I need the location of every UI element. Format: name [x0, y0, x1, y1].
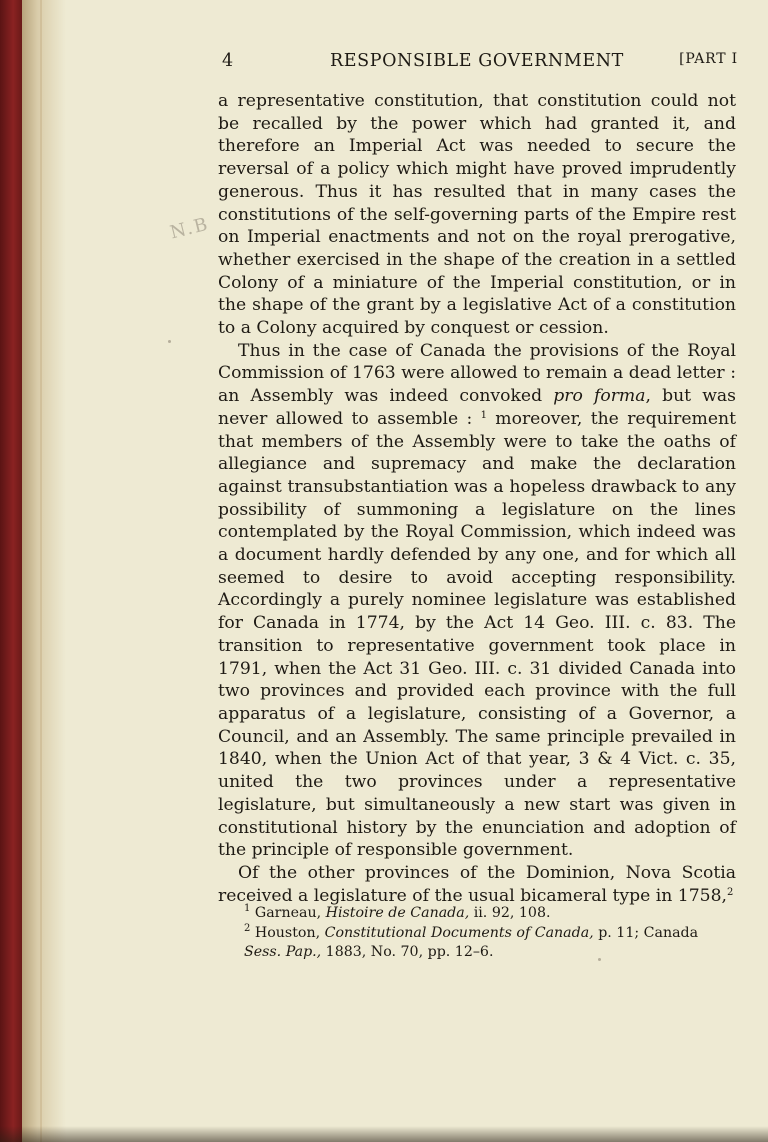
- text-run: ii. 92, 108.: [469, 905, 551, 921]
- page-bottom-shadow: [0, 1126, 768, 1142]
- italic-text: pro forma: [553, 386, 646, 407]
- paragraph: [218, 90, 736, 340]
- text-run: Houston,: [250, 924, 325, 941]
- italic-text: Constitutional Documents of Canada,: [324, 924, 594, 941]
- book-binding: [0, 0, 22, 1142]
- text-run: Of the other provinces of the Dominion, Nova Scotia received a legislature of the usual bicameral type in 1758,: [218, 862, 736, 906]
- footnote-ref: 2: [727, 886, 734, 898]
- footnote: [218, 924, 736, 963]
- running-title: RESPONSIBLE GOVERNMENT: [330, 51, 624, 71]
- text-run: p. 11; Canada: [593, 924, 699, 941]
- text-run: Thus in the case of Canada the provisions of the Royal Commission of 1763 were allowed to remain a dead letter : an Assembly was indeed convoked: [218, 340, 736, 407]
- running-header: [222, 51, 738, 77]
- italic-text: Sess. Pap.,: [244, 944, 322, 960]
- text-run: , but was never allowed to assemble :: [218, 386, 736, 429]
- text-run: Garneau,: [250, 905, 326, 921]
- page-edge: [40, 0, 42, 1142]
- footnote: [218, 904, 736, 924]
- text-run: moreover, the requirement that members of the Assembly were to take the oaths of allegiance and supremacy and make the declaration against transubstantiation was a hopeless drawback to any possibility of summoning a legislature on the lines contemplated by the Royal Commission, which indeed was a document hardly defended by any one, and for which all seemed to desire to avoid accepting responsibility. Accordingly a purely nominee legislature was established for Canada in 1774, by the Act 14 Geo. III. c. 83. The transition to representative government took place in 1791, when the Act 31 Geo. III. c. 31 divided Canada into two provinces and provided each province with the full apparatus of a legislature, consisting of a Governor, a Council, and an Assembly. The same principle prevailed in 1840, when the Union Act of that year, 3 & 4 Vict. c. 35, united the two provinces under a representative legislature, but simultaneously a new start was given in constitutional history by the enunciation and adoption of the principle of responsible government.: [218, 408, 736, 861]
- text-run: 1883, No. 70, pp. 12–6.: [321, 944, 494, 960]
- text-run: a representative constitution, that constitution could not be recalled by the power which had granted it, and therefore an Imperial Act was needed to secure the reversal of a policy which might have proved imprudently generous. Thus it has resulted that in many cases the constitutions of the self-governing parts of the Empire rest on Imperial enactments and not on the royal prerogative, whether exercised in the shape of the creation in a settled Colony of a miniature of the Imperial constitution, or in the shape of the grant by a legislative Act of a constitution to a Colony acquired by conquest or cession.: [218, 91, 736, 339]
- paper-speck: [168, 340, 171, 343]
- footnote-ref: 2: [244, 922, 251, 934]
- paragraph: [218, 340, 736, 862]
- margin-annotation: N.B: [168, 213, 212, 244]
- italic-text: Histoire de Canada,: [325, 905, 470, 921]
- footnotes: [218, 904, 736, 963]
- page-gutter: [22, 0, 66, 1142]
- part-label: [PART I: [679, 51, 738, 67]
- page-number: 4: [222, 51, 234, 71]
- paper-speck: [598, 958, 601, 961]
- footnote-ref: 1: [480, 409, 487, 421]
- body-text: [218, 90, 736, 907]
- footnote-ref: 1: [244, 903, 251, 914]
- paragraph: [218, 862, 736, 907]
